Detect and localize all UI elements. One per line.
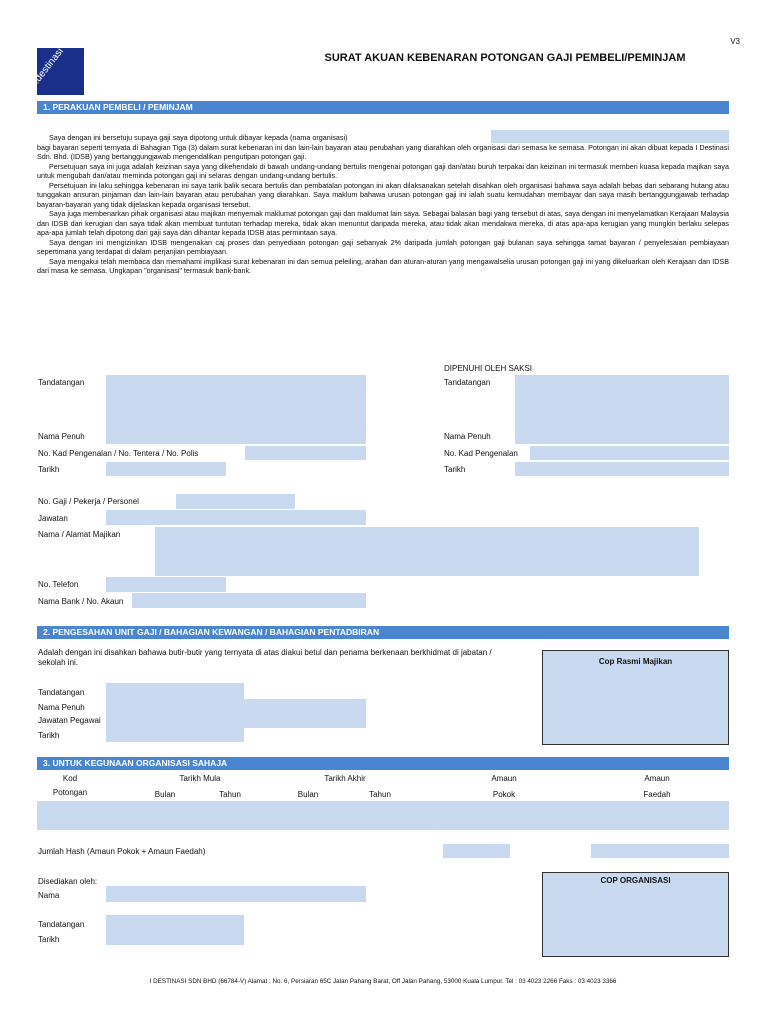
- col-interest: Faedah: [643, 790, 671, 799]
- borrower-date-label: Tarikh: [38, 465, 60, 474]
- col-start-date: Tarikh Mula: [179, 774, 221, 783]
- endorsement-name-field[interactable]: [106, 699, 366, 713]
- witness-signature-field[interactable]: [515, 375, 729, 430]
- prepared-signature-field[interactable]: [106, 915, 244, 945]
- col-start-year: Tahun: [219, 790, 241, 799]
- employer-stamp-label: Cop Rasmi Majikan: [598, 657, 673, 666]
- prepared-name-label: Nama: [38, 891, 60, 900]
- endorsement-date-field[interactable]: [106, 728, 244, 742]
- section-1-header: 1. PERAKUAN PEMBELI / PEMINJAM: [37, 101, 729, 114]
- witness-signature-label: Tandatangan: [444, 378, 491, 387]
- employer-stamp-box[interactable]: [542, 650, 729, 745]
- endorsement-date-label: Tarikh: [38, 731, 60, 740]
- col-principal: Pokok: [492, 790, 516, 799]
- employer-label: Nama / Alamat Majikan: [38, 530, 121, 539]
- witness-name-label: Nama Penuh: [444, 432, 491, 441]
- borrower-date-field[interactable]: [106, 462, 226, 476]
- declaration-text: [37, 133, 729, 276]
- position-label: Jawatan: [38, 514, 68, 523]
- company-logo: [29, 46, 84, 95]
- endorsement-signature-field[interactable]: [106, 683, 244, 699]
- col-potongan: Potongan: [52, 788, 88, 797]
- col-interest-amount: Amaun: [644, 774, 670, 783]
- hash-total-label: Jumlah Hash (Amaun Pokok + Amaun Faedah): [38, 847, 206, 856]
- officer-position-label: Jawatan Pegawai: [38, 716, 101, 725]
- borrower-name-label: Nama Penuh: [38, 432, 85, 441]
- col-end-month: Bulan: [297, 790, 319, 799]
- col-kod: Kod: [62, 774, 78, 783]
- prepared-date-label: Tarikh: [38, 935, 60, 944]
- witness-ic-label: No. Kad Pengenalan: [444, 449, 518, 458]
- hash-principal-field[interactable]: [443, 844, 510, 858]
- org-use-entry-row[interactable]: [37, 801, 729, 830]
- page-title: SURAT AKUAN KEBENARAN POTONGAN GAJI PEMBELI/PEMINJAM: [324, 52, 686, 64]
- prepared-by-label: Disediakan oleh:: [38, 877, 98, 886]
- col-principal-amount: Amaun: [491, 774, 517, 783]
- staff-no-field[interactable]: [176, 494, 295, 509]
- hash-interest-field[interactable]: [591, 844, 729, 858]
- officer-position-field[interactable]: [106, 713, 366, 728]
- borrower-signature-label: Tandatangan: [38, 378, 85, 387]
- declaration-p6: Saya dengan ini mengizinkan IDSB mengenakan caj proses dan penyediaan potongan gaji sebanyak 2% daripada jumlah potongan gaji bulanan saya sehingga tamat bayaran / penyelesaian pembiayaan sepertimana yang terdapat di dalam perjanjian pembiayaan.: [37, 237, 729, 256]
- bank-field[interactable]: [132, 593, 366, 608]
- witness-date-label: Tarikh: [444, 465, 466, 474]
- logo-text: i.destinasi: [29, 46, 66, 88]
- organisation-stamp-label: COP ORGANISASI: [600, 876, 671, 885]
- position-field[interactable]: [106, 510, 366, 525]
- declaration-p5: Saya juga membenarkan pihak organisasi atau majikan menyemak maklumat potongan gaji dan maklumat lain saya. Sebagai balasan bagi yang tersebut di atas, saya dengan ini menyelamatkan Kerajaan Malaysia dan IDSB dari kerugian dan saya tidak akan membuat tuntutan terhadap mereka, tidak akan menuntut daripada mereka, atau tidak akan mendakwa mereka, di atas apa-apa kerugian yang mungkin berlaku selepas apa-apa jumlah telah dipotong dari gaji saya dan dihantar kepada IDSB atas permintaan saya.: [37, 209, 729, 237]
- section-3-header: 3. UNTUK KEGUNAAN ORGANISASI SAHAJA: [37, 757, 729, 770]
- declaration-p2: bagi bayaran seperti ternyata di Bahagian Tiga (3) dalam surat kebenaran ini dan lain-lain bayaran atau perubahan yang diarahkan oleh organisasi dari semasa ke semasa. Potongan ini akan dibuat kepada I Destinasi Sdn. Bhd. (IDSB) yang bertanggungjawab mengendalikan pengutipan potongan gaji.: [37, 142, 729, 161]
- employer-field[interactable]: [155, 527, 699, 576]
- declaration-p4: Persetujuan ini laku sehingga kebenaran ini saya tarik balik secara bertulis dan pembatalan potongan ini akan dilaksanakan setelah disahkan oleh organisasi bahawa saya adalah bebas dari sebarang hutang atau tunggakan ansuran pinjaman dan lain-lain bayaran atau perubahan yang diarahkan. Saya maklum bahawa urusan potongan gaji ini ialah suatu kemudahan membayar dan saya masih bertanggungjawab terhadap bayaran-bayaran yang tidak dijelaskan kepada organisasi tersebut.: [37, 180, 729, 209]
- section-2-header: 2. PENGESAHAN UNIT GAJI / BAHAGIAN KEWANGAN / BAHAGIAN PENTADBIRAN: [37, 626, 729, 639]
- witness-heading: DIPENUHI OLEH SAKSI: [444, 364, 533, 373]
- endorsement-signature-label: Tandatangan: [38, 688, 85, 697]
- declaration-p1: Saya dengan ini bersetuju supaya gaji saya dipotong untuk dibayar kepada (nama organisasi): [49, 133, 348, 142]
- borrower-name-field[interactable]: [106, 430, 366, 444]
- endorsement-name-label: Nama Penuh: [38, 703, 85, 712]
- col-start-month: Bulan: [154, 790, 176, 799]
- declaration-p3: Persetujuan saya ini juga adalah keizinan saya yang dikehendaki di bawah undang-undang bertulis mengenai potongan gaji dan/atau buruh terpakai dan keizinan ini termasuk memberi kuasa kepada majikan saya untuk mengubah dan/atau meminda potongan gaji ini selaras dengan undang-undang bertulis.: [37, 161, 729, 180]
- bank-label: Nama Bank / No. Akaun: [38, 597, 124, 606]
- borrower-ic-label: No. Kad Pengenalan / No. Tentera / No. Polis: [38, 449, 199, 458]
- borrower-signature-field[interactable]: [106, 375, 366, 430]
- organisation-stamp-box[interactable]: [542, 872, 729, 957]
- borrower-ic-field[interactable]: [245, 446, 366, 460]
- footer-address: I DESTINASI SDN BHD (66784-V) Alamat : No. 6, Persiaran 65C Jalan Pahang Barat, Off Jalan Pahang, 53000 Kuala Lumpur. Tel : 03 4023 2266 Faks : 03 4023 3366: [149, 978, 617, 985]
- endorsement-text: Adalah dengan ini disahkan bahawa butir-butir yang ternyata di atas diakui betul dan penama berkenaan berkhidmat di jabatan / sekolah ini.: [38, 648, 492, 667]
- declaration-p7: Saya mengakui telah membaca dan memahami implikasi surat kebenaran ini dan semua peleiling, arahan dan aturan-aturan yang mengawalselia urusan potongan gaji ini yang dikeluarkan oleh Kerajaan dan IDSB dari masa ke semasa. Ungkapan "organisasi" termasuk bank-bank.: [37, 256, 729, 275]
- staff-no-label: No. Gaji / Pekerja / Personel: [38, 497, 139, 506]
- phone-label: No. Telefon: [38, 580, 79, 589]
- witness-ic-field[interactable]: [530, 446, 729, 460]
- prepared-signature-label: Tandatangan: [38, 920, 85, 929]
- col-end-date: Tarikh Akhir: [324, 774, 366, 783]
- col-end-year: Tahun: [369, 790, 391, 799]
- prepared-name-field[interactable]: [106, 886, 366, 902]
- witness-name-field[interactable]: [515, 430, 729, 444]
- witness-date-field[interactable]: [515, 462, 729, 476]
- phone-field[interactable]: [106, 577, 226, 592]
- version-label: V3: [730, 37, 740, 46]
